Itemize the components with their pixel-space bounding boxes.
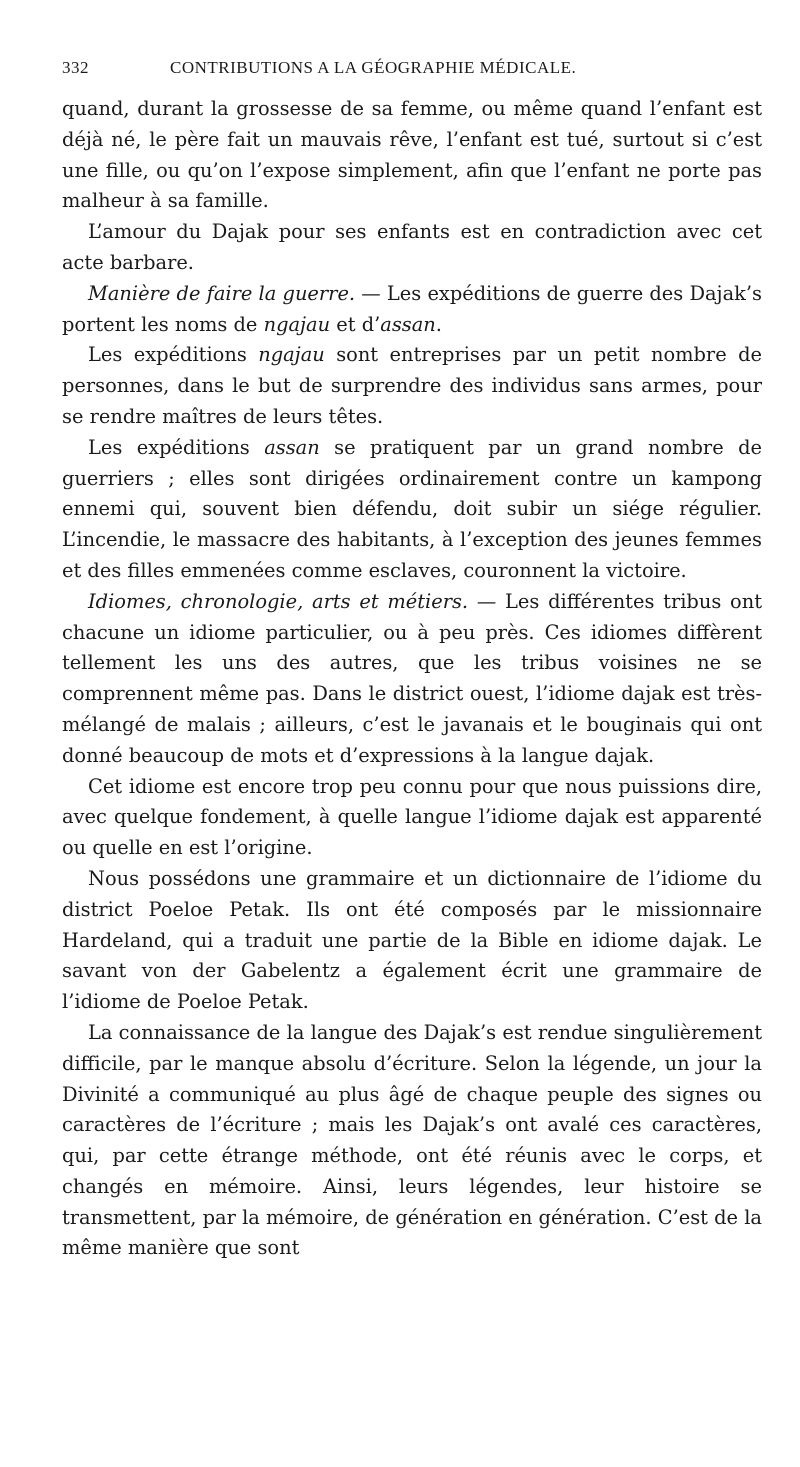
body-text [62,94,762,1264]
paragraph-5-text-after: se pratiquent par un grand nombre de guerriers ; elles sont dirigées ordinairement contre un kampong ennemi qui, souvent bien défendu, doit subir un siége régulier. L’incendie, le massacre des habitants, à l’exception des jeunes femmes et des filles emmenées comme esclaves, couronnent la victoire. [62,435,762,582]
paragraph-8 [62,864,762,1018]
paragraph-2 [62,217,762,279]
paragraph-1 [62,94,762,217]
paragraph-3-text-after: . [435,312,442,336]
paragraph-5-text-before: Les expéditions [88,435,265,459]
book-page [62,52,762,1264]
term-assan: assan [264,435,320,459]
running-head [62,52,762,82]
paragraph-5 [62,433,762,587]
paragraph-3 [62,279,762,341]
paragraph-7 [62,772,762,864]
term-ngajau: ngajau [263,312,331,336]
paragraph-4-text-before: Les expéditions [88,343,259,367]
paragraph-4-text-after: sont entreprises par un petit nombre de personnes, dans le but de surprendre des individus sans armes, pour se rendre maîtres de leurs têtes. [62,343,762,428]
paragraph-3-text-before: — Les expéditions de guerre des Dajak’s portent les noms de [62,281,762,336]
term-ngajau: ngajau [258,343,325,367]
page-number: 332 [62,58,89,77]
paragraph-8-text: Nous possédons une grammaire et un dictionnaire de l’idiome du district Poeloe Petak. Ils ont été composés par le missionnaire Hardeland, qui a traduit une partie de la Bible en idiome dajak. Le savant von der Gabelentz a également écrit une grammaire de l’idiome de Poeloe Petak. [62,866,762,1014]
paragraph-9 [62,1018,762,1264]
paragraph-2-text: L’amour du Dajak pour ses enfants est en contradiction avec cet acte barbare. [62,220,762,274]
paragraph-9-text: La connaissance de la langue des Dajak’s est rendue singulièrement difficile, par le manque absolu d’écriture. Selon la légende, un jour la Divinité a communiqué au plus âgé de chaque peuple des signes ou caractères de l’écriture ; mais les Dajak’s ont avalé ces caractères, qui, par cette étrange méthode, ont été réunis avec le corps, et changés en mémoire. Ainsi, leurs légendes, leur histoire se transmettent, par la mémoire, de génération en génération. C’est de la même manière que sont [62,1020,762,1260]
paragraph-6 [62,587,762,772]
running-title: CONTRIBUTIONS A LA GÉOGRAPHIE MÉDICALE. [170,58,577,77]
paragraph-4 [62,340,762,432]
section-heading-idioms: Idiomes, chronologie, arts et métiers. [88,589,469,613]
paragraph-1-text: quand, durant la grossesse de sa femme, ou même quand l’enfant est déjà né, le père fait un mauvais rêve, l’enfant est tué, surtout si c’est une fille, ou qu’on l’expose simplement, afin que l’enfant ne porte pas malheur à sa famille. [62,97,762,213]
term-assan: assan [380,312,436,336]
section-heading-war: Manière de faire la guerre. [88,281,356,305]
paragraph-6-text: — Les différentes tribus ont chacune un idiome particulier, ou à peu près. Ces idiomes diffèrent tellement les uns des autres, que les tribus voisines ne se comprennent même pas. Dans le district ouest, l’idiome dajak est très-mélangé de malais ; ailleurs, c’est le javanais et le bouginais qui ont donné beaucoup de mots et d’expressions à la langue dajak. [62,589,762,767]
paragraph-3-text-middle: et d’ [330,312,381,336]
paragraph-7-text: Cet idiome est encore trop peu connu pour que nous puissions dire, avec quelque fondement, à quelle langue l’idiome dajak est apparenté ou quelle en est l’origine. [62,774,762,860]
